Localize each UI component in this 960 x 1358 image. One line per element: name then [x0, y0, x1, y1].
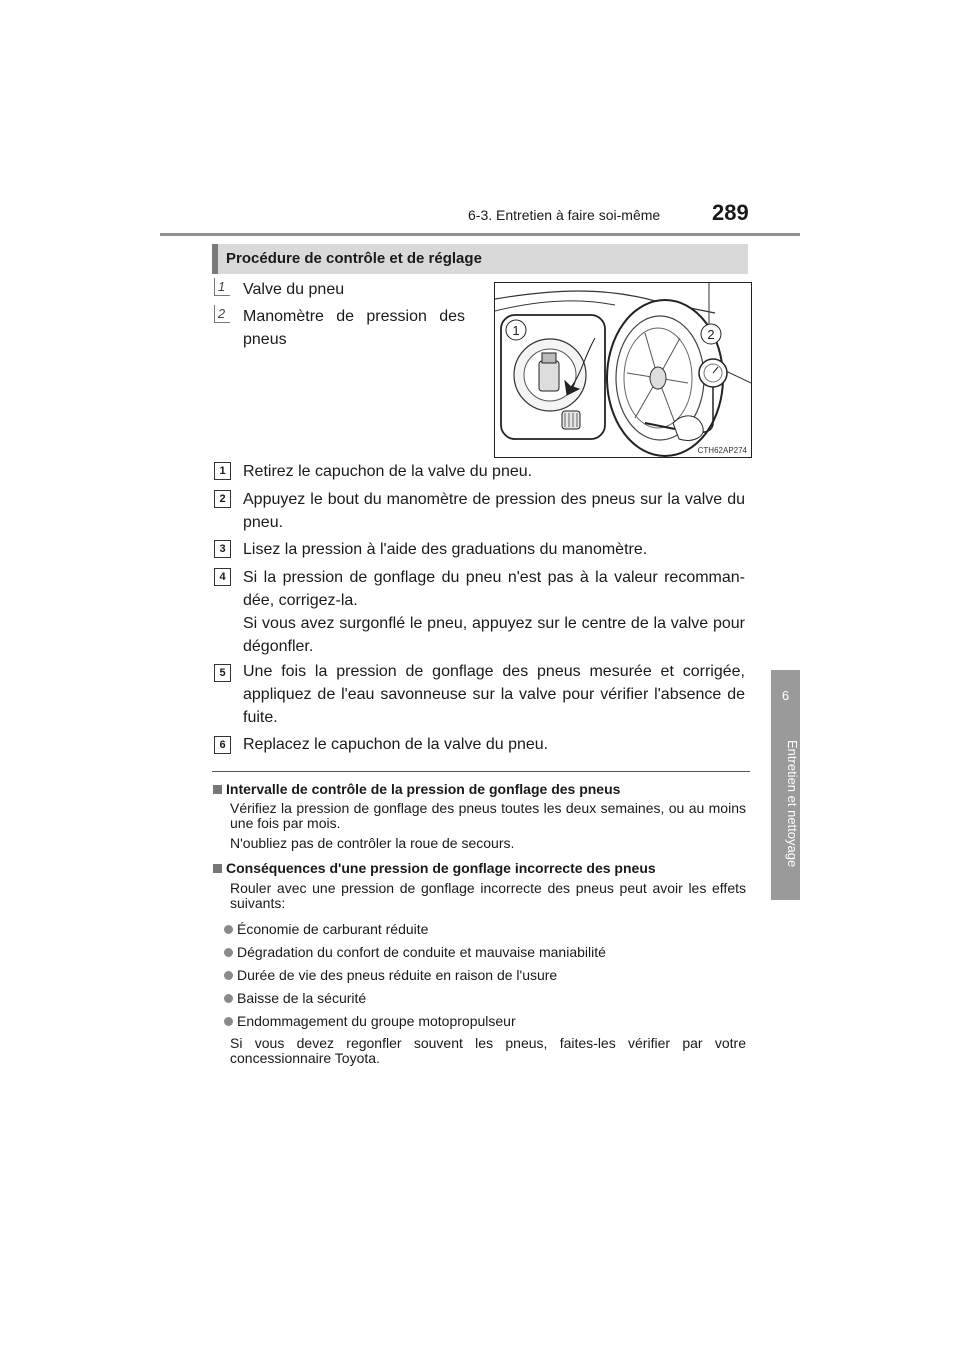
step-text-2: Appuyez le bout du manomètre de pression des pneus sur la valve du pneu. — [243, 491, 745, 531]
figure-code: CTH62AP274 — [697, 446, 747, 455]
tire-pressure-figure — [494, 282, 752, 458]
subsection-heading-1: Intervalle de contrôle de la pression de gonflage des pneus — [213, 781, 620, 797]
figure-marker-1: 1 — [512, 323, 520, 338]
subsection-2-intro: Rouler avec une pression de gonflage incorrecte des pneus peut avoir les effets suivants: — [230, 880, 746, 911]
step-text-4: Si la pression de gonflage du pneu n'est pas à la valeur recomman-dée, corrigez-la. — [243, 569, 745, 609]
section-title-bar — [212, 244, 748, 274]
section-separator — [212, 771, 750, 772]
bullet-dot-icon — [224, 925, 233, 934]
callout-number-1: 1 — [214, 278, 229, 295]
bullet-item-1: Économie de carburant réduite — [224, 921, 428, 937]
subsection-1-paragraph-1: Vérifiez la pression de gonflage des pneus toutes les deux semaines, ou au moins une fois par mois. — [230, 800, 746, 831]
bullet-dot-icon — [224, 971, 233, 980]
chapter-tab-number: 6 — [781, 688, 790, 703]
square-bullet-icon — [213, 864, 222, 873]
callout-label-2: Manomètre de pression des pneus — [243, 308, 465, 348]
subsection-2-outro: Si vous devez regonfler souvent les pneus, faites-les vérifier par votre concessionnaire Toyota. — [230, 1035, 746, 1066]
bullet-dot-icon — [224, 1017, 233, 1026]
bullet-dot-icon — [224, 994, 233, 1003]
bullet-item-2: Dégradation du confort de conduite et mauvaise maniabilité — [224, 944, 606, 960]
subsection-1-paragraph-2: N'oubliez pas de contrôler la roue de secours. — [230, 835, 515, 851]
bullet-dot-icon — [224, 948, 233, 957]
callout-number-2: 2 — [214, 305, 229, 322]
step-number-2: 2 — [214, 490, 231, 508]
subsection-heading-2: Conséquences d'une pression de gonflage incorrecte des pneus — [213, 860, 656, 876]
step-text-6: Replacez le capuchon de la valve du pneu. — [243, 736, 549, 753]
step-text-1: Retirez le capuchon de la valve du pneu. — [243, 463, 533, 480]
header-rule — [160, 233, 800, 236]
step-number-1: 1 — [214, 462, 231, 480]
step-text-4-note: Si vous avez surgonflé le pneu, appuyez sur le centre de la valve pour dégonfler. — [243, 615, 745, 655]
callout-label-1: Valve du pneu — [243, 281, 345, 298]
bullet-item-3: Durée de vie des pneus réduite en raison de l'usure — [224, 967, 557, 983]
step-number-6: 6 — [214, 736, 231, 754]
chapter-tab-title: Entretien et nettoyage — [785, 740, 800, 868]
square-bullet-icon — [213, 785, 222, 794]
step-number-3: 3 — [214, 540, 231, 558]
step-text-5: Une fois la pression de gonflage des pneus mesurée et corrigée, appliquez de l'eau savonneuse sur la valve pour vérifier l'absence de fuite. — [243, 663, 745, 726]
section-title-accent — [212, 244, 218, 274]
section-title: Procédure de contrôle et de réglage — [226, 250, 482, 267]
bullet-item-4: Baisse de la sécurité — [224, 990, 366, 1006]
bullet-item-5: Endommagement du groupe motopropulseur — [224, 1013, 516, 1029]
running-header-section: 6-3. Entretien à faire soi-même — [468, 207, 661, 223]
step-number-4: 4 — [214, 568, 231, 586]
page-number: 289 — [712, 200, 749, 225]
step-text-3: Lisez la pression à l'aide des graduations du manomètre. — [243, 541, 648, 558]
tire-gauge-illustration — [495, 283, 751, 457]
figure-marker-2: 2 — [707, 327, 715, 342]
step-number-5: 5 — [214, 664, 231, 682]
